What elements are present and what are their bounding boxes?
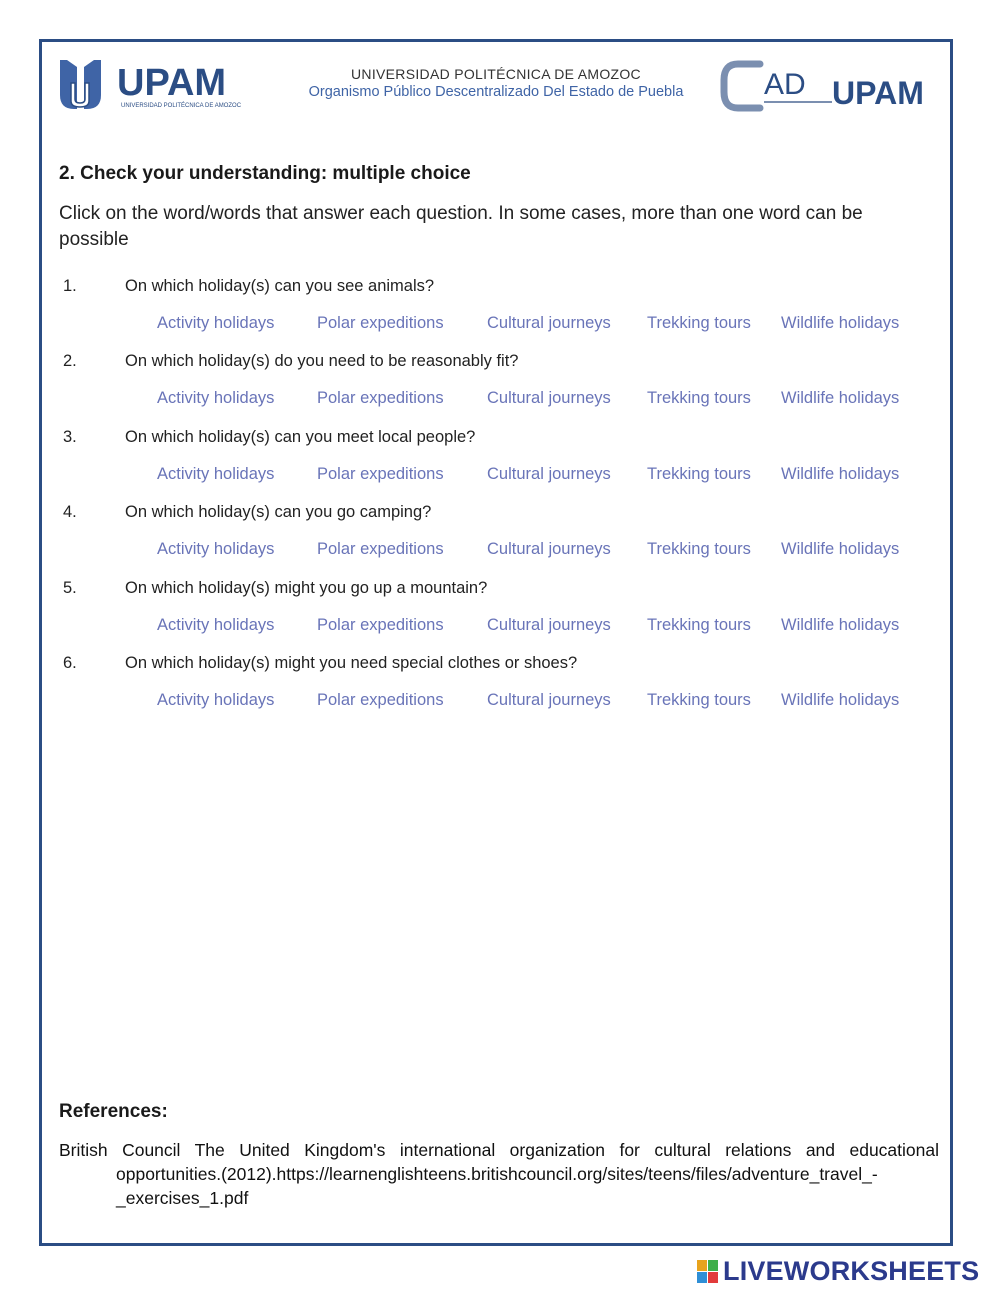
option-cultural-journeys[interactable]: Cultural journeys: [487, 314, 611, 332]
option-activity-holidays[interactable]: Activity holidays: [157, 540, 275, 558]
upam-logo-text: UPAM: [117, 62, 227, 104]
option-wildlife-holidays[interactable]: Wildlife holidays: [781, 389, 900, 407]
liveworksheets-icon: [697, 1260, 719, 1284]
upam-logo: [57, 57, 262, 113]
question-number: 2.: [63, 352, 77, 370]
cad-logo-text: AD: [764, 68, 806, 101]
option-trekking-tours[interactable]: Trekking tours: [647, 314, 751, 332]
option-cultural-journeys[interactable]: Cultural journeys: [487, 616, 611, 634]
option-polar-expeditions[interactable]: Polar expeditions: [317, 616, 444, 634]
option-wildlife-holidays[interactable]: Wildlife holidays: [781, 465, 900, 483]
option-wildlife-holidays[interactable]: Wildlife holidays: [781, 540, 900, 558]
option-wildlife-holidays[interactable]: Wildlife holidays: [781, 314, 900, 332]
option-activity-holidays[interactable]: Activity holidays: [157, 691, 275, 709]
question-number: 1.: [63, 277, 77, 295]
option-trekking-tours[interactable]: Trekking tours: [647, 465, 751, 483]
option-wildlife-holidays[interactable]: Wildlife holidays: [781, 616, 900, 634]
question-number: 5.: [63, 579, 77, 597]
liveworksheets-text: LIVEWORKSHEETS: [723, 1256, 980, 1286]
question-text: On which holiday(s) can you meet local people?: [125, 428, 476, 446]
liveworksheets-brand: [697, 1256, 979, 1287]
option-polar-expeditions[interactable]: Polar expeditions: [317, 389, 444, 407]
option-wildlife-holidays[interactable]: Wildlife holidays: [781, 691, 900, 709]
institution-name: UNIVERSIDAD POLITÉCNICA DE AMOZOC: [351, 66, 641, 82]
references-title: References:: [59, 1101, 168, 1122]
option-trekking-tours[interactable]: Trekking tours: [647, 616, 751, 634]
option-activity-holidays[interactable]: Activity holidays: [157, 314, 275, 332]
question-text: On which holiday(s) can you go camping?: [125, 503, 432, 521]
option-trekking-tours[interactable]: Trekking tours: [647, 691, 751, 709]
question-number: 3.: [63, 428, 77, 446]
option-polar-expeditions[interactable]: Polar expeditions: [317, 314, 444, 332]
question-text: On which holiday(s) can you see animals?: [125, 277, 435, 295]
question-text: On which holiday(s) do you need to be reasonably fit?: [125, 352, 519, 370]
option-cultural-journeys[interactable]: Cultural journeys: [487, 389, 611, 407]
question-text: On which holiday(s) might you need special clothes or shoes?: [125, 654, 578, 672]
reference-entry: British Council The United Kingdom's international organization for cultural relations and educational opportunities.(2012).https://learnenglishteens.britishcouncil.org/sites/teens/files/adventure_travel_-_exercises_1.pdf: [59, 1140, 939, 1208]
cad-logo-upam-text: UPAM: [832, 75, 924, 111]
option-activity-holidays[interactable]: Activity holidays: [157, 465, 275, 483]
section-title: 2. Check your understanding: multiple choice: [59, 163, 471, 184]
institution-block: [290, 66, 702, 100]
question-number: 4.: [63, 503, 77, 521]
option-polar-expeditions[interactable]: Polar expeditions: [317, 691, 444, 709]
option-trekking-tours[interactable]: Trekking tours: [647, 389, 751, 407]
question-number: 6.: [63, 654, 77, 672]
option-activity-holidays[interactable]: Activity holidays: [157, 389, 275, 407]
option-polar-expeditions[interactable]: Polar expeditions: [317, 465, 444, 483]
option-polar-expeditions[interactable]: Polar expeditions: [317, 540, 444, 558]
instructions-text: Click on the word/words that answer each question. In some cases, more than one word can be possible: [59, 203, 863, 250]
option-cultural-journeys[interactable]: Cultural journeys: [487, 540, 611, 558]
option-cultural-journeys[interactable]: Cultural journeys: [487, 465, 611, 483]
option-activity-holidays[interactable]: Activity holidays: [157, 616, 275, 634]
cad-upam-logo: [720, 58, 940, 114]
option-trekking-tours[interactable]: Trekking tours: [647, 540, 751, 558]
option-cultural-journeys[interactable]: Cultural journeys: [487, 691, 611, 709]
institution-subtitle: Organismo Público Descentralizado Del Estado de Puebla: [308, 84, 684, 100]
question-text: On which holiday(s) might you go up a mountain?: [125, 579, 488, 597]
upam-logo-subtext: UNIVERSIDAD POLITÉCNICA DE AMOZOC: [121, 103, 242, 109]
